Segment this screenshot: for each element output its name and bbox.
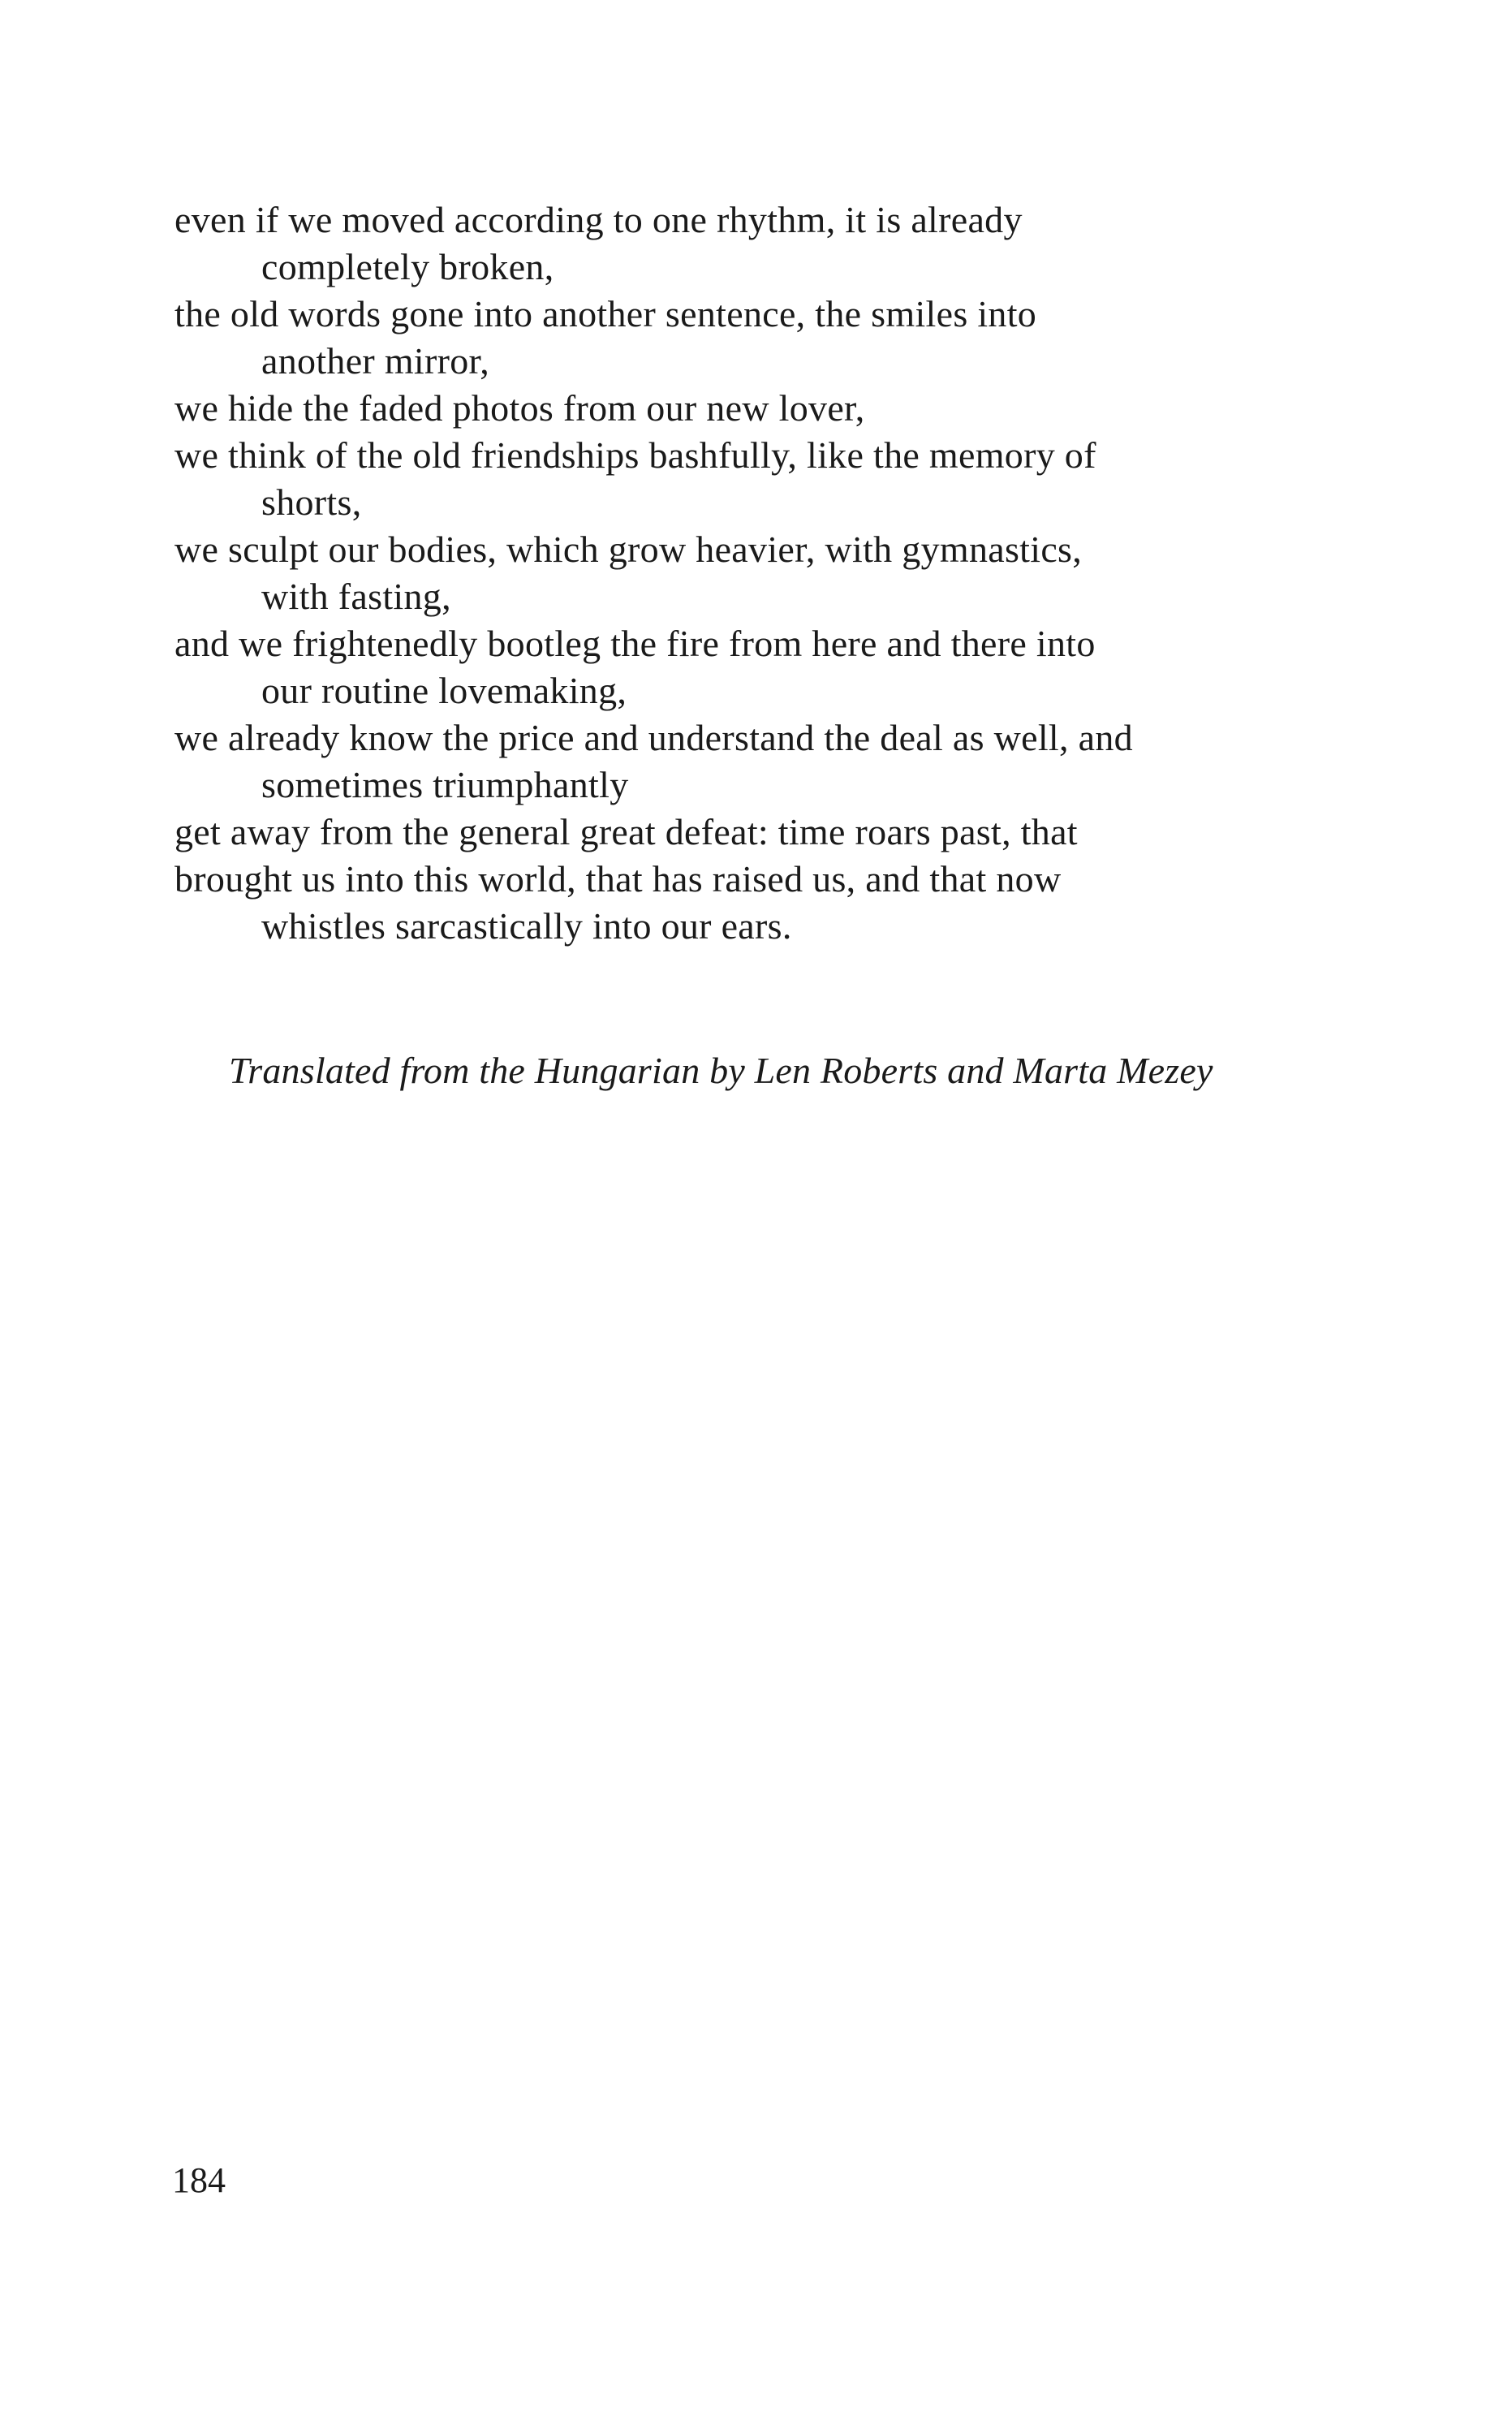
poem-line: we already know the price and understand the deal as well, and (174, 717, 1133, 758)
poem-line: we hide the faded photos from our new lover, (174, 387, 865, 429)
poem-line: get away from the general great defeat: time roars past, that (174, 811, 1078, 852)
poem-line: and we frightenedly bootleg the fire from here and there into (174, 623, 1096, 664)
poem-line: we sculpt our bodies, which grow heavier, with gymnastics, (174, 529, 1083, 570)
poem-line: even if we moved according to one rhythm, it is already (174, 199, 1023, 240)
translation-credit: Translated from the Hungarian by Len Roberts and Marta Mezey (229, 1050, 1213, 1091)
poem-line-continuation: sometimes triumphantly (261, 764, 629, 805)
poem-line-continuation: whistles sarcastically into our ears. (261, 905, 792, 947)
poem-text (174, 196, 1359, 950)
poem-line-continuation: shorts, (261, 481, 362, 523)
poem-line: the old words gone into another sentence, the smiles into (174, 293, 1037, 334)
poem-line-continuation: another mirror, (261, 340, 490, 382)
poem-line: we think of the old friendships bashfully, like the memory of (174, 434, 1096, 476)
poem-line: brought us into this world, that has raised us, and that now (174, 858, 1062, 900)
poem-line-continuation: our routine lovemaking, (261, 670, 627, 711)
page-number: 184 (172, 2160, 226, 2200)
poem-line-continuation: completely broken, (261, 246, 554, 287)
poem-line-continuation: with fasting, (261, 576, 451, 617)
